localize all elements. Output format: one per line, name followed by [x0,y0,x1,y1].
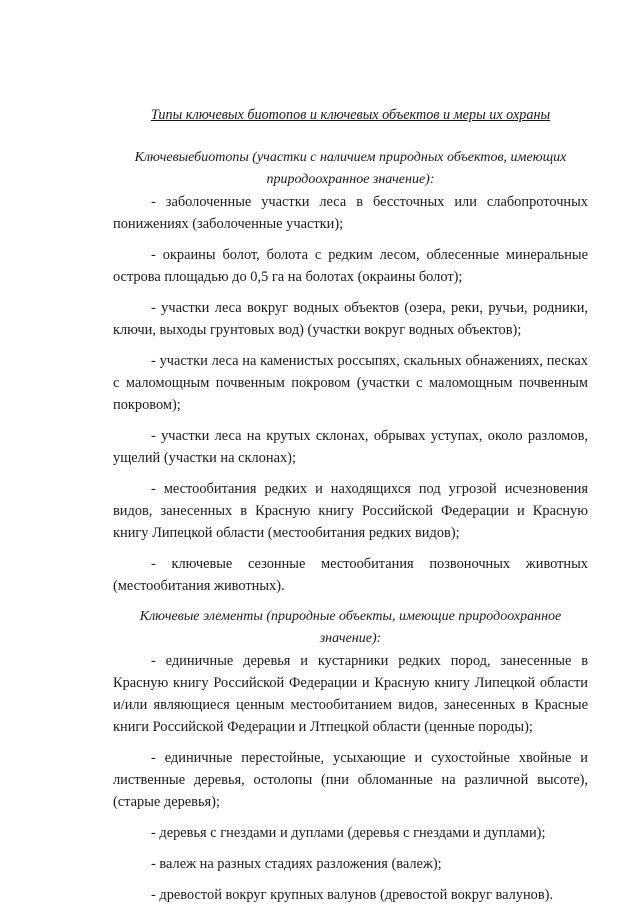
list-item: - единичные деревья и кустарники редких пород, занесенные в Красную книгу Российской Федерации и Красную книгу Липецкой области и/или являющиеся ценным местообитанием видов, занесенных в Красные книги Российской Федерации и Лтпецкой области (ценные породы); [113,653,588,735]
document-page [113,104,588,915]
list-item: - участки леса на крутых склонах, обрывах уступах, около разломов, ущелий (участки на склонах); [113,428,588,466]
section-heading-key-elements: Ключевые элементы (природные объекты, имеющие природоохранное значение): [139,609,562,646]
list-item: - заболоченные участки леса в бессточных или слабопроточных понижениях (заболоченные участки); [113,194,588,232]
list-item: - ключевые сезонные местообитания позвоночных животных (местообитания животных). [113,556,588,594]
list-item: - единичные перестойные, усыхающие и сухостойные хвойные и лиственные деревья, остолопы (пни обломанные на различной высоте), (старые деревья); [113,750,588,810]
list-item: - окраины болот, болота с редким лесом, облесенные минеральные острова площадью до 0,5 га на болотах (окраины болот); [113,247,588,285]
list-item: - местообитания редких и находящихся под угрозой исчезновения видов, занесенных в Красную книгу Российской Федерации и Красную книгу Липецкой области (местообитания редких видов); [113,481,588,541]
list-item: - валеж на разных стадиях разложения (валеж); [151,856,442,872]
list-item: - древостой вокруг крупных валунов (древостой вокруг валунов). [151,887,554,903]
list-item: - участки леса вокруг водных объектов (озера, реки, ручьи, родники, ключи, выходы грунтовых вод) (участки вокруг водных объектов); [113,300,588,338]
list-item: - участки леса на каменистых россыпях, скальных обнажениях, песках с маломощным почвенным покровом (участки с маломощным почвенным покровом); [113,353,588,413]
list-item: - деревья с гнездами и дуплами (деревья с гнездами и дуплами); [151,825,546,841]
section-heading-key-biotopes: Ключевыебиотопы (участки с наличием природных объектов, имеющих природоохранное значение): [134,150,567,187]
document-title: Типы ключевых биотопов и ключевых объектов и меры их охраны [150,107,551,123]
